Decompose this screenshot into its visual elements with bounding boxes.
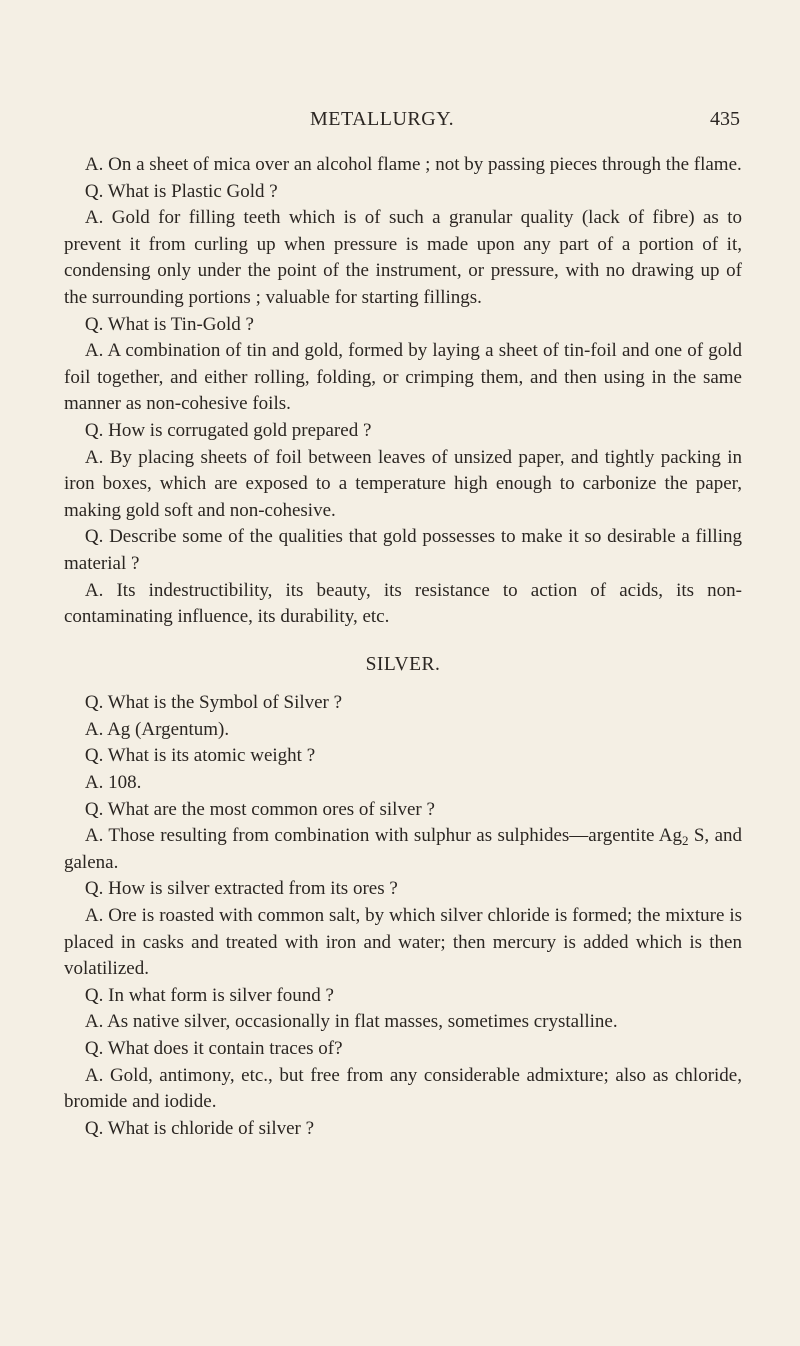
answer: A. Gold for filling teeth which is of such a granular quality (lack of fibre) as to prevent it from curling up when pressure is made upon any part of a portion of it, condensing only under the point of the instrument, or pressure, with no drawing up of the surrounding portions ; valuable for starting fillings. [64, 207, 742, 308]
question: Q. What is the Symbol of Silver ? [84, 692, 343, 714]
question: Q. What is Plastic Gold ? [84, 180, 278, 202]
question: Q. How is silver extracted from its ores ? [84, 878, 398, 900]
answer: A. Ore is roasted with common salt, by which silver chloride is formed; the mixture is placed in casks and treated with iron and water; then mercury is added which is then volatilized. [64, 905, 742, 980]
answer: A. A combination of tin and gold, formed by laying a sheet of tin-foil and one of gold foil together, and either rolling, folding, or crimping them, and then using in the same manner as non-cohesive foils. [64, 340, 742, 415]
paragraph: A. On a sheet of mica over an alcohol flame ; not by passing pieces through the flame. [84, 154, 742, 175]
answer-text: A. Those resulting from combination with sulphur as sulphides—argentite Ag [84, 825, 682, 847]
answer: A. By placing sheets of foil between leaves of unsized paper, and tightly packing in iron boxes, which are exposed to a temperature high enough to carbonize the paper, making gold soft and non-cohesive. [64, 446, 742, 521]
question: Q. In what form is silver found ? [84, 984, 334, 1006]
question: Q. What does it contain traces of? [84, 1038, 343, 1059]
question: Q. What is its atomic weight ? [84, 745, 316, 767]
question: Q. Describe some of the qualities that gold possesses to make it so desirable a filling material ? [64, 526, 742, 574]
question: Q. What is Tin-Gold ? [84, 313, 254, 335]
question: Q. What is chloride of silver ? [84, 1117, 315, 1139]
question: Q. How is corrugated gold prepared ? [84, 419, 372, 441]
answer: A. Ag (Argentum). [84, 718, 230, 740]
answer: A. 108. [84, 772, 142, 794]
running-head: METALLURGY. [310, 108, 455, 130]
answer-with-formula [64, 823, 742, 876]
section-heading-silver: SILVER. [365, 653, 441, 675]
subscript: 2 [681, 833, 689, 849]
answer: A. Its indestructibility, its beauty, its resistance to action of acids, its non-contaminating influence, its durability, etc. [64, 579, 742, 628]
question: Q. What are the most common ores of silver ? [84, 798, 435, 820]
answer-text-continued: S, and galena. [64, 825, 742, 873]
answer: A. As native silver, occasionally in flat masses, sometimes crystalline. [84, 1011, 618, 1033]
answer: A. Gold, antimony, etc., but free from any considerable admixture; also as chloride, bromide and iodide. [64, 1064, 742, 1113]
page-number: 435 [710, 108, 740, 130]
body-text [64, 152, 742, 1142]
